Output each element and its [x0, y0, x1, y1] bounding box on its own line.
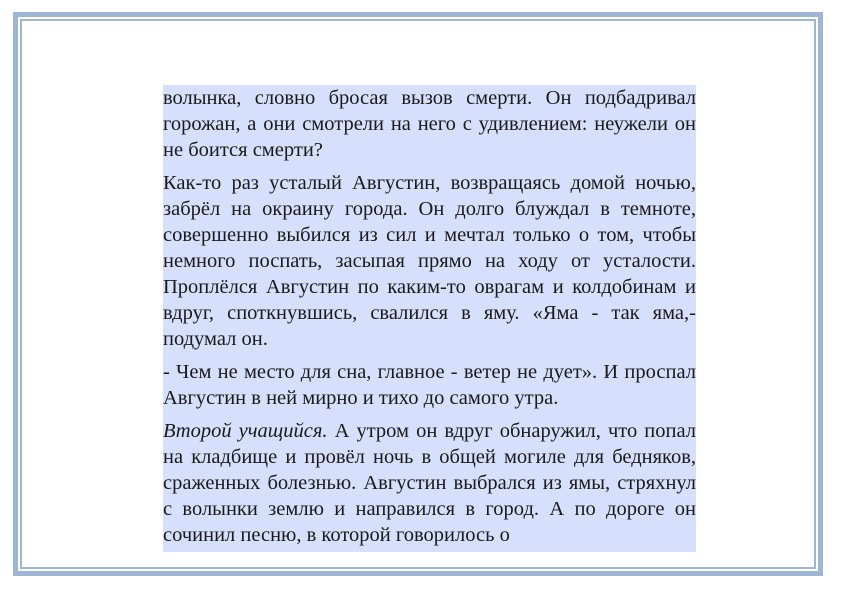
paragraph-2: Как-то раз усталый Августин, возвращаясь домой ночью, забрёл на окраину города. Он долго блуждал в темноте, совершенно выбился из сил и мечтал только о том, чтобы немного поспать, засыпая прямо на ходу от усталости. Проплёлся Августин по каким-то оврагам и колдобинам и вдруг, споткнувшись, свалился в яму. «Яма - так яма,- подумал он.	[163, 172, 696, 350]
paragraph-4	[163, 418, 696, 548]
text-block	[163, 85, 696, 552]
paragraph-3: - Чем не место для сна, главное - ветер не дует». И проспал Августин в ней мирно и тихо до самого утра.	[163, 361, 696, 409]
paragraph-4-text: А утром он вдруг обнаружил, что попал на кладбище и провёл ночь в общей могиле для бедняков, сраженных болезнью. Августин выбрался из ямы, стряхнул с волынки землю и направился в город. А по дороге он сочинил песню, в которой говорилось о	[163, 420, 696, 546]
speaker-label: Второй учащийся.	[163, 420, 328, 442]
paragraph-1: волынка, словно бросая вызов смерти. Он подбадривал горожан, а они смотрели на него с удивлением: неужели он не боится смерти?	[163, 87, 696, 161]
